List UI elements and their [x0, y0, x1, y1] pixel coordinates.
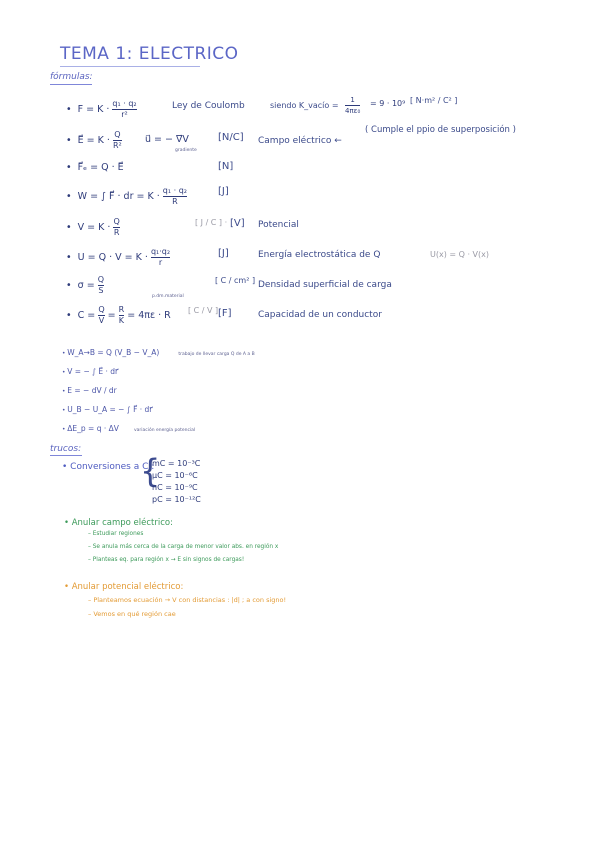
fraction-den: R	[172, 197, 178, 206]
section-formulas-heading: fórmulas:	[50, 72, 93, 82]
formula-lhs: F = K ·	[77, 104, 110, 115]
bullet: •	[66, 280, 75, 291]
fraction	[163, 187, 187, 206]
formula-tail: = 4πε · R	[127, 310, 171, 321]
fraction	[151, 248, 170, 267]
small-formula-note: trabajo de llevar carga Q de A a B	[178, 352, 255, 357]
list-item: – Estudiar regiones	[88, 531, 144, 537]
unit-capacitance: [F]	[218, 308, 232, 319]
formula-lhs: W = ∫ F⃗ · dr = K ·	[77, 191, 160, 202]
fraction	[112, 100, 136, 119]
fraction-den: S	[98, 286, 104, 295]
bullet: •	[66, 162, 75, 173]
fraction-num: q₁·q₂	[150, 247, 171, 256]
formula-lhs: σ =	[77, 280, 95, 291]
trick-field-title: • Anular campo eléctrico:	[64, 518, 173, 528]
formula-electric-field	[66, 131, 122, 150]
formula-force	[66, 162, 124, 173]
list-item: – Se anula más cerca de la carga de menor valor abs. en región x	[88, 544, 279, 550]
bullet: •	[66, 191, 75, 202]
bullet: •	[66, 310, 75, 321]
k-value: = 9 · 10⁹	[370, 99, 406, 108]
small-formula-note: variación energía potencial	[133, 428, 196, 433]
unit-density: [ C / cm² ]	[215, 276, 256, 285]
note-densidad: Densidad superficial de carga	[258, 280, 392, 290]
fraction-den: R²	[112, 141, 122, 150]
small-formula-list	[62, 340, 255, 435]
note-coulomb-law: Ley de Coulomb	[172, 101, 245, 111]
bullet: •	[66, 252, 75, 263]
unit-electric-field: [N/C]	[218, 132, 244, 143]
note-campo-electrico: Campo eléctrico ←	[258, 136, 342, 146]
list-item: • ΔE_p = q · ΔV variación energía potencial	[62, 424, 196, 433]
list-item: • W_A→B = Q (V_B − V_A) trabajo de llevar carga Q de A a B	[62, 348, 255, 357]
note-capacidad: Capacidad de un conductor	[258, 310, 382, 320]
fraction-num: Q	[114, 130, 121, 139]
fraction	[345, 96, 360, 115]
list-item: nC = 10⁻⁹C	[152, 483, 198, 492]
formula-lhs: V = K ·	[77, 222, 111, 233]
fraction-num: R	[118, 305, 125, 314]
small-formula-text: W_A→B = Q (V_B − V_A)	[67, 348, 160, 357]
conversions-list	[152, 459, 201, 507]
fraction	[113, 131, 122, 150]
fraction-den: R	[113, 228, 120, 237]
fraction	[98, 306, 104, 325]
fraction-den: V	[98, 316, 105, 325]
section-trucos-heading: trucos:	[50, 444, 82, 454]
note-potencial: Potencial	[258, 220, 299, 230]
bullet: •	[66, 104, 75, 115]
fraction-num: Q	[113, 217, 120, 226]
fraction-num: q₁ · q₂	[162, 186, 187, 195]
bullet: •	[66, 135, 75, 146]
formula-work	[66, 187, 187, 206]
unit-work: [J]	[218, 186, 229, 197]
conversions-label: • Conversiones a C :	[62, 462, 155, 472]
k-unit: [ N·m² / C² ]	[410, 96, 458, 105]
unit-capacitance-alt: [ C / V ]	[188, 306, 219, 315]
note-material: p.dm.material	[152, 294, 184, 299]
formula-energy	[66, 248, 170, 267]
formula-lhs: E⃗ = K ·	[77, 135, 110, 146]
list-item: – Planteas eq. para región x → E sin signos de cargas!	[88, 557, 245, 563]
unit-force: [N]	[218, 161, 234, 172]
fraction	[119, 306, 125, 325]
k-fraction	[345, 96, 360, 115]
trick-field-steps	[88, 531, 278, 570]
list-item: • V = − ∫ E⃗ · dr⃗	[62, 367, 119, 376]
fraction	[98, 276, 104, 295]
list-item: – Vemos en qué región cae	[88, 610, 176, 618]
fraction-den: 4πε₀	[345, 107, 361, 115]
equals: =	[107, 310, 116, 321]
formula-gradient: u⃗ = − ∇⃗V	[145, 134, 189, 145]
conversions-brace: {	[140, 452, 161, 490]
formula-lhs: U = Q · V = K ·	[77, 252, 148, 263]
page-title: TEMA 1: ELECTRICO	[60, 44, 239, 64]
list-item: – Planteamos ecuación → V con distancias : |d| ; a con signo!	[88, 596, 287, 604]
fraction-den: r	[158, 258, 163, 267]
unit-potential: [V]	[230, 218, 245, 229]
fraction-num: q₁ · q₂	[112, 99, 137, 108]
fraction-num: Q	[98, 305, 105, 314]
small-formula-text: V = − ∫ E⃗ · dr⃗	[67, 367, 119, 376]
trick-potential-steps	[88, 596, 286, 624]
unit-potential-alt: [ J / C ] ·	[195, 218, 228, 227]
section-trucos-underline	[50, 455, 82, 456]
unit-energy: [J]	[218, 248, 229, 259]
formula-lhs: C =	[77, 310, 96, 321]
formula-density	[66, 276, 104, 295]
note-energia: Energía electrostática de Q	[258, 250, 381, 260]
fraction-num: Q	[97, 275, 104, 284]
note-energy-function: U(x) = Q · V(x)	[430, 250, 489, 259]
list-item: • E = − dV / dr	[62, 386, 117, 395]
note-siendo-k: siendo K_vacío =	[270, 101, 339, 110]
formula-potential	[66, 218, 120, 237]
list-item: μC = 10⁻⁶C	[152, 471, 198, 480]
note-gradient: gradiente	[175, 148, 197, 153]
list-item: mC = 10⁻³C	[152, 459, 201, 468]
fraction-den: K	[118, 316, 125, 325]
small-formula-text: ΔE_p = q · ΔV	[67, 424, 119, 433]
trick-potential-title: • Anular potencial eléctrico:	[64, 582, 184, 592]
formula-lhs: F⃗ₑ = Q · E⃗	[77, 162, 124, 173]
formula-capacitance	[66, 306, 171, 325]
fraction	[113, 218, 119, 237]
list-item: pC = 10⁻¹²C	[152, 495, 201, 504]
bullet: •	[66, 222, 75, 233]
section-formulas-underline	[50, 84, 92, 85]
list-item: • U_B − U_A = − ∫ F⃗ · dr⃗	[62, 405, 153, 414]
small-formula-text: E = − dV / dr	[67, 386, 117, 395]
note-superposicion: ( Cumple el ppio de superposición )	[365, 125, 516, 135]
formula-coulomb	[66, 100, 137, 119]
small-formula-text: U_B − U_A = − ∫ F⃗ · dr⃗	[67, 405, 153, 414]
fraction-den: r²	[121, 110, 128, 119]
title-underline	[60, 66, 200, 67]
fraction-num: 1	[350, 96, 355, 104]
